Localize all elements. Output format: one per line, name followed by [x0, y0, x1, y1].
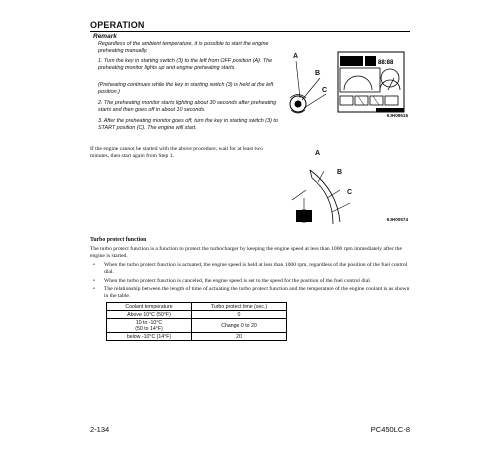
figure2-id: 9JH00574	[386, 217, 408, 222]
turbo-bullet-canceled	[90, 278, 410, 285]
figure-switch-positions	[282, 150, 410, 250]
bullet-dot: •	[93, 278, 95, 284]
table-cell-time: 0	[192, 311, 287, 319]
table-header-time: Turbo protect time (sec.)	[192, 303, 287, 311]
table-cell-temp: below -10°C (14°F)	[107, 333, 192, 341]
bullet-text: When the turbo protect function is canceled, the engine speed is set to the speed for the position of the fuel control dial.	[104, 278, 372, 284]
table-row	[107, 333, 287, 341]
table-cell-time: 20	[192, 333, 287, 341]
figure2-label-b: B	[337, 169, 343, 176]
page-number: 2-134	[90, 425, 110, 434]
figure1-label-c: C	[322, 87, 328, 94]
figure2-label-a: A	[315, 150, 321, 157]
table-cell-temp-celsius: 10 to -10°C	[135, 319, 163, 326]
table-row	[107, 319, 287, 333]
table-row	[107, 311, 287, 319]
remark-title: Remark	[93, 33, 117, 40]
bullet-dot: •	[93, 286, 95, 292]
figure2-label-c: C	[347, 189, 353, 196]
table-cell-time: Change 0 to 20	[192, 319, 287, 333]
remark-paragraph-intro: Regardless of the ambient temperature, it is possible to start the engine preheating manually.	[98, 41, 269, 54]
table-header-row	[107, 303, 287, 311]
figure-starting-switch-monitor	[282, 50, 410, 150]
turbo-bullet-relationship	[90, 286, 410, 300]
restart-instruction: If the engine cannot be started with the above procedure, wait for at least two minutes, then start again from Step 1.	[90, 146, 263, 159]
switch-positions-illustration	[282, 150, 410, 250]
bullet-text: When the turbo protect function is actuated, the engine speed is held at less than 1000 rpm, regardless of the position of the fuel control dial.	[104, 262, 408, 275]
model-code: PC450LC-8	[370, 425, 410, 434]
turbo-protect-intro: The turbo protect function is a function to protect the turbocharger by keeping the engine speed at less than 1000 rpm immediately after the engine is started.	[90, 246, 402, 259]
table-header-coolant: Coolant temperature	[107, 303, 192, 311]
bullet-text: The relationship between the length of time of actuating the turbo protect function and the temperature of the engine coolant is as shown in the table.	[104, 286, 410, 299]
bullet-dot: •	[93, 262, 95, 268]
table-cell-temp: Above 10°C (50°F)	[107, 311, 192, 319]
turbo-protect-heading: Turbo protect function	[90, 237, 147, 243]
remark-step-1: 1. Turn the key in starting switch (3) to the left from OFF position (A). The preheating monitor lights up and engine preheating starts.	[98, 58, 273, 71]
section-heading: OPERATION	[90, 20, 410, 32]
starting-switch-monitor-illustration	[282, 50, 410, 150]
coolant-turbo-table	[106, 302, 287, 341]
turbo-bullet-actuated	[90, 262, 410, 276]
figure1-label-a: A	[293, 53, 299, 60]
figure1-label-b: B	[315, 70, 321, 77]
remark-step-3: 3. After the preheating monitor goes off, turn the key in starting switch (3) to START position (C). The engine will start.	[98, 118, 278, 131]
figure1-id: 9JH09615	[386, 113, 408, 118]
monitor-clock-readout: 88:88	[378, 60, 394, 66]
table-cell-temp-fahrenheit: (50 to 14°F)	[135, 325, 163, 332]
remark-step-2: 2. The preheating monitor starts lighting about 30 seconds after preheating starts and then goes off in about 10 seconds.	[98, 100, 277, 113]
remark-step-1-note: (Preheating continues while the key in starting switch (3) is held at the left position.)	[98, 82, 274, 95]
table-cell-temp	[107, 319, 192, 333]
